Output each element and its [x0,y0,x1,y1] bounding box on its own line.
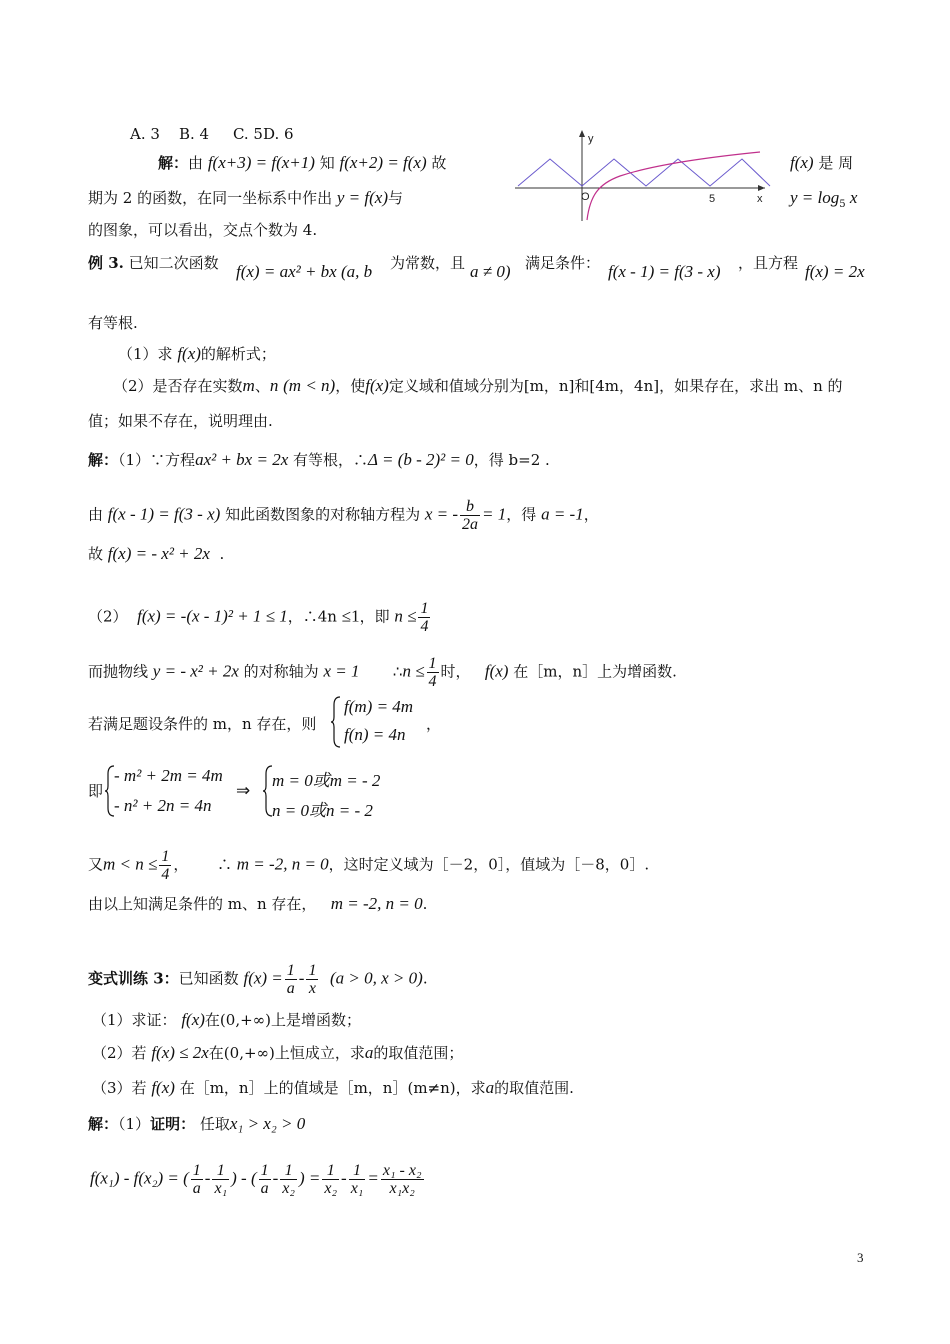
solution-line-1: 解：由 f(x+3) = f(x+1) 知 f(x+2) = f(x) 故 [158,153,447,172]
y-axis-label: y [588,133,594,145]
example-3-t2: 为常数，且 [390,254,466,272]
x-axis-arrow [758,185,765,191]
solution-line-2: 期为 2 的函数，在同一坐标系中作出 y = f(x)与 [88,188,403,207]
question-1: （1）求 f(x)的解析式； [118,344,276,363]
variant-q1: （1）求证： f(x)在(0,+∞)上是增函数； [92,1010,362,1029]
implies-arrow: ⇒ [236,781,251,800]
option-c: C. 5 [232,125,263,143]
system-1-row-2: f(n) = 4n [344,725,406,744]
system-1-row-1: f(m) = 4m [344,697,414,716]
proof-line-1: 解：（1）证明： 任取x₁ > x₂ > 0 [88,1114,306,1133]
function-graph [510,126,780,226]
solution-2: 由 f(x - 1) = f(3 - x) 知此函数图象的对称轴方程为 x = - $\frac{b}{2a}$ = 1，得 a = -1， [88,498,599,533]
example-3-line: 例 3. 已知二次函数 [88,254,219,272]
solution-6-text: 若满足题设条件的 m，n 存在，则 [88,715,317,733]
system-2-row-1: - m² + 2m = 4m [114,766,223,785]
proof-line-2: f(x₁) - f(x₂) = ( $\frac{1}{a}$ - $\frac{1}{\text{x₁}}$ ) - ( $\frac{1}{a}$ - $\frac{1}{\text{x₂}}$ ) = $\frac{1}{\text{x₂}}$ - $\frac{1}{\text{x₁}}$ = $\frac{\text{x₁ - x₂}}{\text{x₁x₂}}$ [90,1162,422,1197]
solution-3: 故 f(x) = - x² + 2x . [88,544,225,563]
option-b: B. 4 [179,125,210,143]
question-2: （2）是否存在实数m、n (m < n)，使f(x)定义域和值域分别为[m，n]和[4m，4n]，如果存在，求出 m、n 的 [113,376,843,395]
option-d: D. 6 [262,125,294,143]
solution-6-comma: ， [426,715,442,733]
variant-q2: （2）若 f(x) ≤ 2x在(0,+∞)上恒成立，求a的取值范围； [92,1043,464,1062]
solution-right-1: f(x) 是 周 [790,153,854,172]
solution-9: 由以上知满足条件的 m、n 存在， m = -2, n = 0. [88,894,428,913]
solution-8: 又m < n ≤ $\frac{1}{4}$ ， ∴ m = -2, n = 0，这时定义域为［－2，0］，值域为［－8，0］. [88,848,650,883]
brace-1 [330,695,342,749]
example-3-eq2: a ≠ 0) [470,262,511,281]
example-3-t3: 满足条件： [525,254,601,272]
solution-7-text: 即 [88,782,104,800]
variant-q3: （3）若 f(x) 在［m，n］上的值域是［m，n］(m≠n)，求a的取值范围. [92,1078,574,1097]
example-3-t5: 有等根. [88,314,138,332]
option-a: A. 3 [130,125,160,143]
solution-1: 解：（1）∵方程ax² + bx = 2x 有等根，∴Δ = (b - 2)² = 0，得 b=2 . [88,450,550,469]
tick-5-label: 5 [709,193,716,205]
question-2-cont: 值；如果不存在，说明理由. [88,412,273,430]
variant-3: 变式训练 3：已知函数 f(x) = $\frac{1}{a}$ - $\frac{1}{x}$ (a > 0, x > 0). [88,962,428,997]
x-axis-label: x [757,193,763,205]
origin-label: O [581,191,590,203]
system-3-row-2: n = 0或n = - 2 [272,801,373,820]
example-3-eq4: f(x) = 2x [805,262,865,281]
periodic-triangle-wave [518,159,770,186]
solution-right-2: $y = \log_5 x$ [790,188,858,210]
page-number: 3 [857,1250,864,1265]
system-3-row-1: m = 0或m = - 2 [272,771,381,790]
system-2-row-2: - n² + 2n = 4n [114,796,212,815]
y-axis-arrow [579,130,585,137]
solution-line-3: 的图象，可以看出，交点个数为 4. [88,221,318,239]
answer-options [130,124,294,144]
solution-4: （2） f(x) = -(x - 1)² + 1 ≤ 1，∴4n ≤1，即 n ≤ $\frac{1}{4}$ [88,600,429,635]
solution-5: 而抛物线 y = - x² + 2x 的对称轴为 x = 1 ∴n ≤ $\frac{1}{4}$ 时， f(x) 在［m，n］上为增函数. [88,655,677,690]
example-3-eq3: f(x - 1) = f(3 - x) [608,262,721,281]
example-3-eq1: f(x) = ax² + bx (a, b [236,262,373,281]
example-3-t4: ，且方程 [738,254,799,272]
